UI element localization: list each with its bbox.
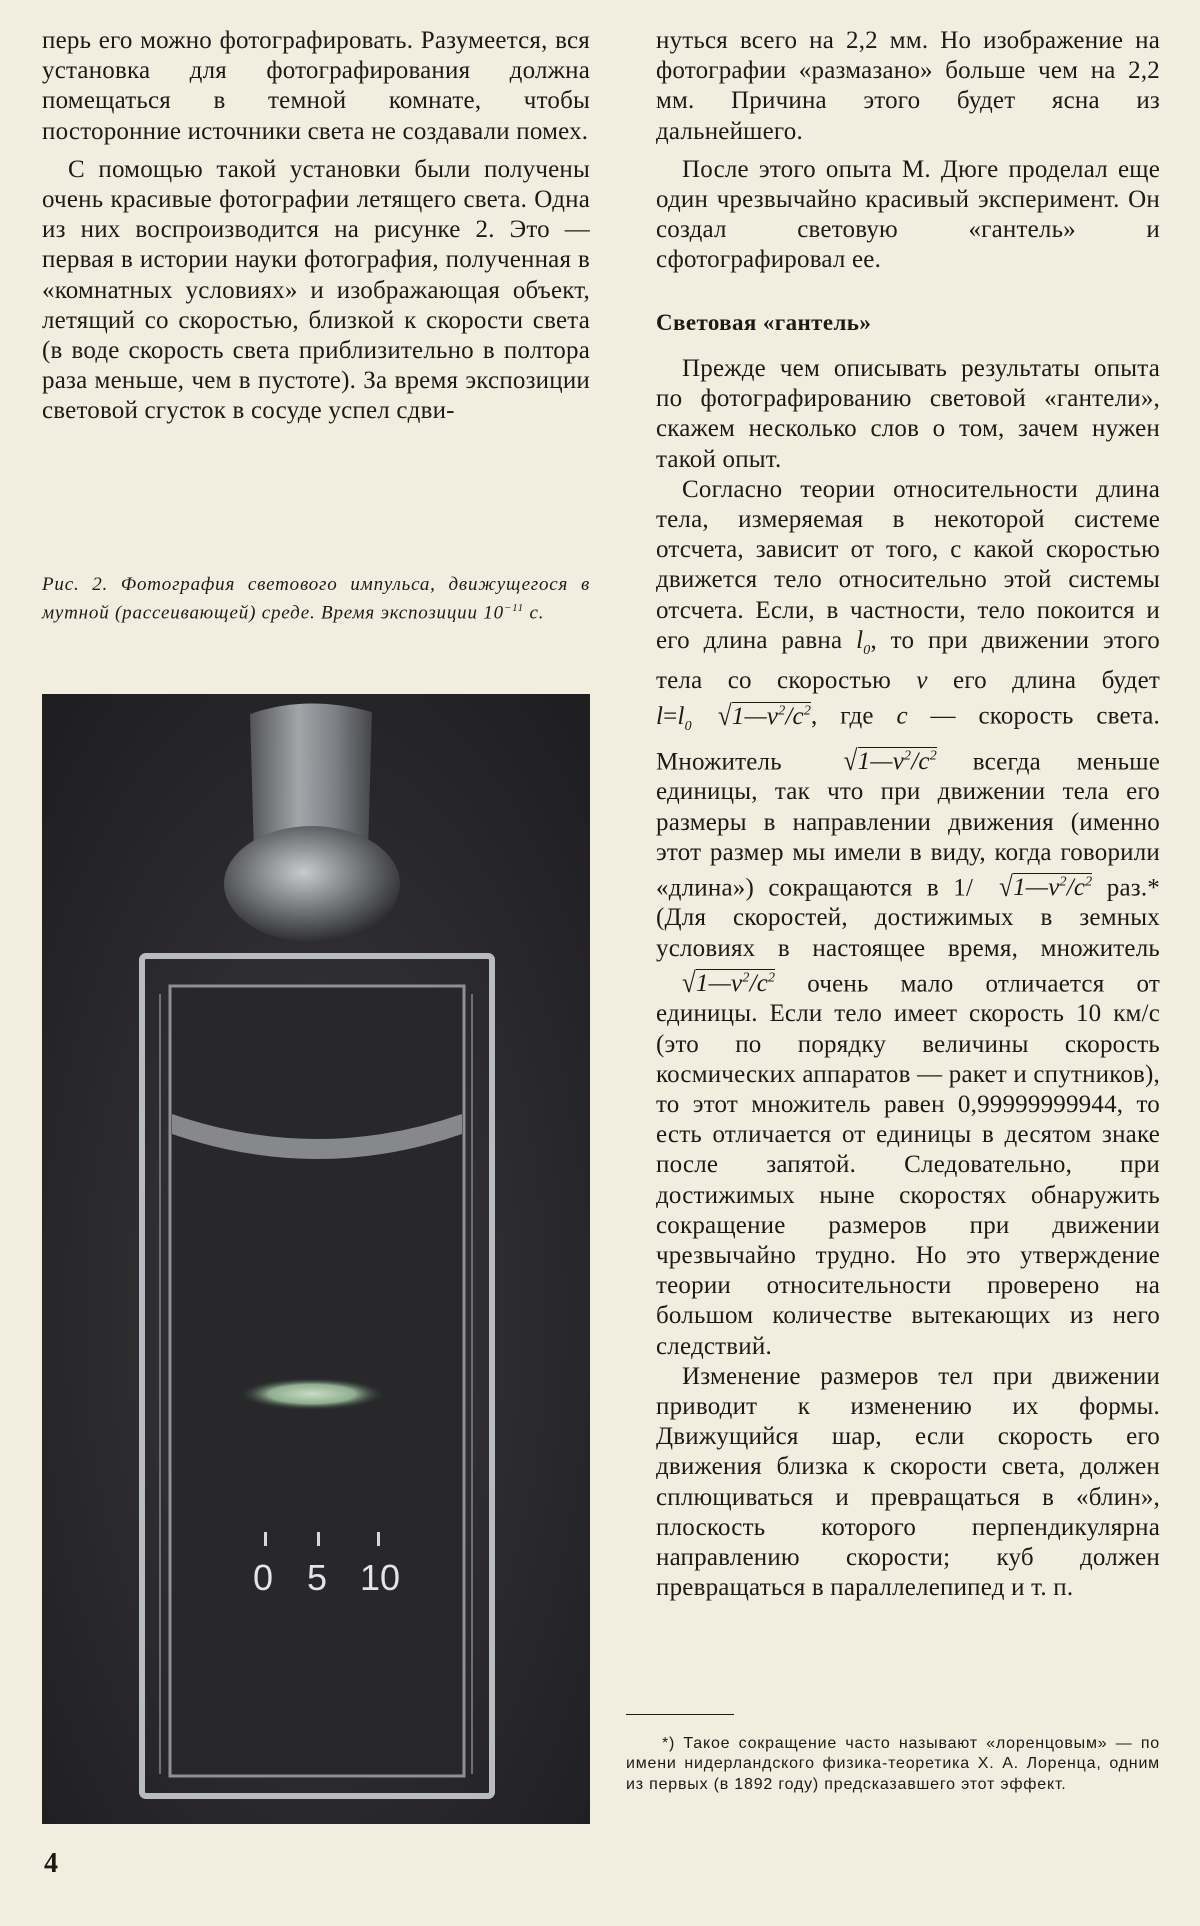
formula-v: v [916, 667, 928, 695]
left-column [42, 26, 590, 427]
text-run: , то при движении этого тела со скоростью [656, 626, 1160, 695]
text-run: — скорость света. Множитель [656, 702, 1160, 776]
scale-label-0: 0 [253, 1557, 274, 1598]
formula-l0: $l_0$ [856, 626, 871, 658]
figure-caption [42, 574, 590, 624]
paragraph: перь его можно фотографировать. Разумеется, вся установка для фотографирования должна помещаться в темной комнате, чтобы посторонние источники света не создавали помех. [42, 27, 590, 145]
caption-unit: с. [523, 601, 545, 623]
footnote-divider [626, 1714, 734, 1715]
text-run: всегда меньше единицы, так что при движении тела его размеры в направлении движения (именно этот размер мы имели в виду, когда говорили «длина») сокращаются в [656, 748, 1160, 902]
scale-label-5: 5 [307, 1557, 328, 1598]
text-run: , где [811, 702, 897, 730]
section-heading: Световая «гантель» [656, 310, 872, 335]
figure-photo [42, 694, 590, 1824]
text-run: очень мало отличается от единицы. Если тело имеет скорость 10 км/с (это по порядку величины скорость космических аппаратов — ракет и спутников), то этот множитель равен 0,99999999944, то есть отличается от единицы в десятом знаке после запятой. Следовательно, при достижимых ныне скоростях обнаружить сокращение размеров при движении чрезвычайно трудно. Но это утверждение теории относительности проверено на большом количестве вытекающих из него следствий. [656, 970, 1160, 1360]
caption-exponent: −11 [503, 601, 524, 614]
paragraph: нуться всего на 2,2 мм. Но изображение на фотографии «размазано» больше чем на 2,2 мм. Причина этого будет ясна из дальнейшего. [656, 27, 1160, 145]
text-run: раз.* (Для скоростей, достижимых в земных условиях в настоящее время, множитель [656, 874, 1160, 962]
right-column-top [656, 26, 1160, 276]
footnote [626, 1734, 1160, 1795]
paragraph: После этого опыта М. Дюге проделал еще один чрезвычайно красивый эксперимент. Он создал световую «гантель» и сфотографировал ее. [656, 155, 1160, 274]
right-column-body [656, 354, 1160, 1603]
text-run: его длина будет [927, 667, 1160, 695]
text-run: Согласно теории относительности длина тела, измеряемая в некоторой системе отсчета, зависит от того, с какой скоростью движется тело относительно этой системы отсчета. Если, в частности, тело покоится и его длина равна [656, 475, 1160, 654]
footnote-text: *) Такое сокращение часто называют «лоренцовым» — по имени нидерландского физика-теоретика Х. А. Лоренца, одним из первых (в 1892 году) предсказавшего этот эффект. [626, 1735, 1160, 1793]
formula-sqrt-factor-2: $√1—v^2/c^2$ [682, 968, 776, 1000]
paragraph: Изменение размеров тел при движении приводит к изменению их формы. Движущийся шар, если скорость его движения близка к скорости света, должен сплющиваться и превращаться в «блин», плоскость которого перпендикулярна направлению скорости; куб должен превращаться в параллелепипед и т. п. [656, 1362, 1160, 1602]
caption-text: Рис. 2. Фотография светового импульса, движущегося в мутной (рассеивающей) среде. Время экспозиции 10 [42, 574, 590, 623]
page-number: 4 [44, 1848, 58, 1879]
formula-length: $l=l_0$ $√1—v^2/c^2$ [656, 700, 812, 734]
scale-label-10: 10 [360, 1557, 401, 1598]
paragraph: Прежде чем описывать результаты опыта по фотографированию световой «гантели», скажем несколько слов о том, зачем нужен такой опыт. [656, 355, 1160, 473]
formula-c: c [896, 702, 908, 730]
paragraph-relativity [656, 475, 1160, 1362]
photo-cuvette-illustration [42, 694, 590, 1824]
formula-inverse-factor: 1/ $√1—v^2/c^2$ [953, 872, 1093, 904]
paragraph: С помощью такой установки были получены очень красивые фотографии летящего света. Одна из них воспроизводится на рисунке 2. Это — первая в истории науки фотография, полученная в «комнатных условиях» и изображающая объект, летящий со скоростью, близкой к скорости света (в воде скорость света приблизительно в полтора раза меньше, чем в пустоте). За время экспозиции световой сгусток в сосуде успел сдви- [42, 155, 590, 425]
formula-sqrt-factor: $√1—v^2/c^2$ [843, 745, 937, 778]
